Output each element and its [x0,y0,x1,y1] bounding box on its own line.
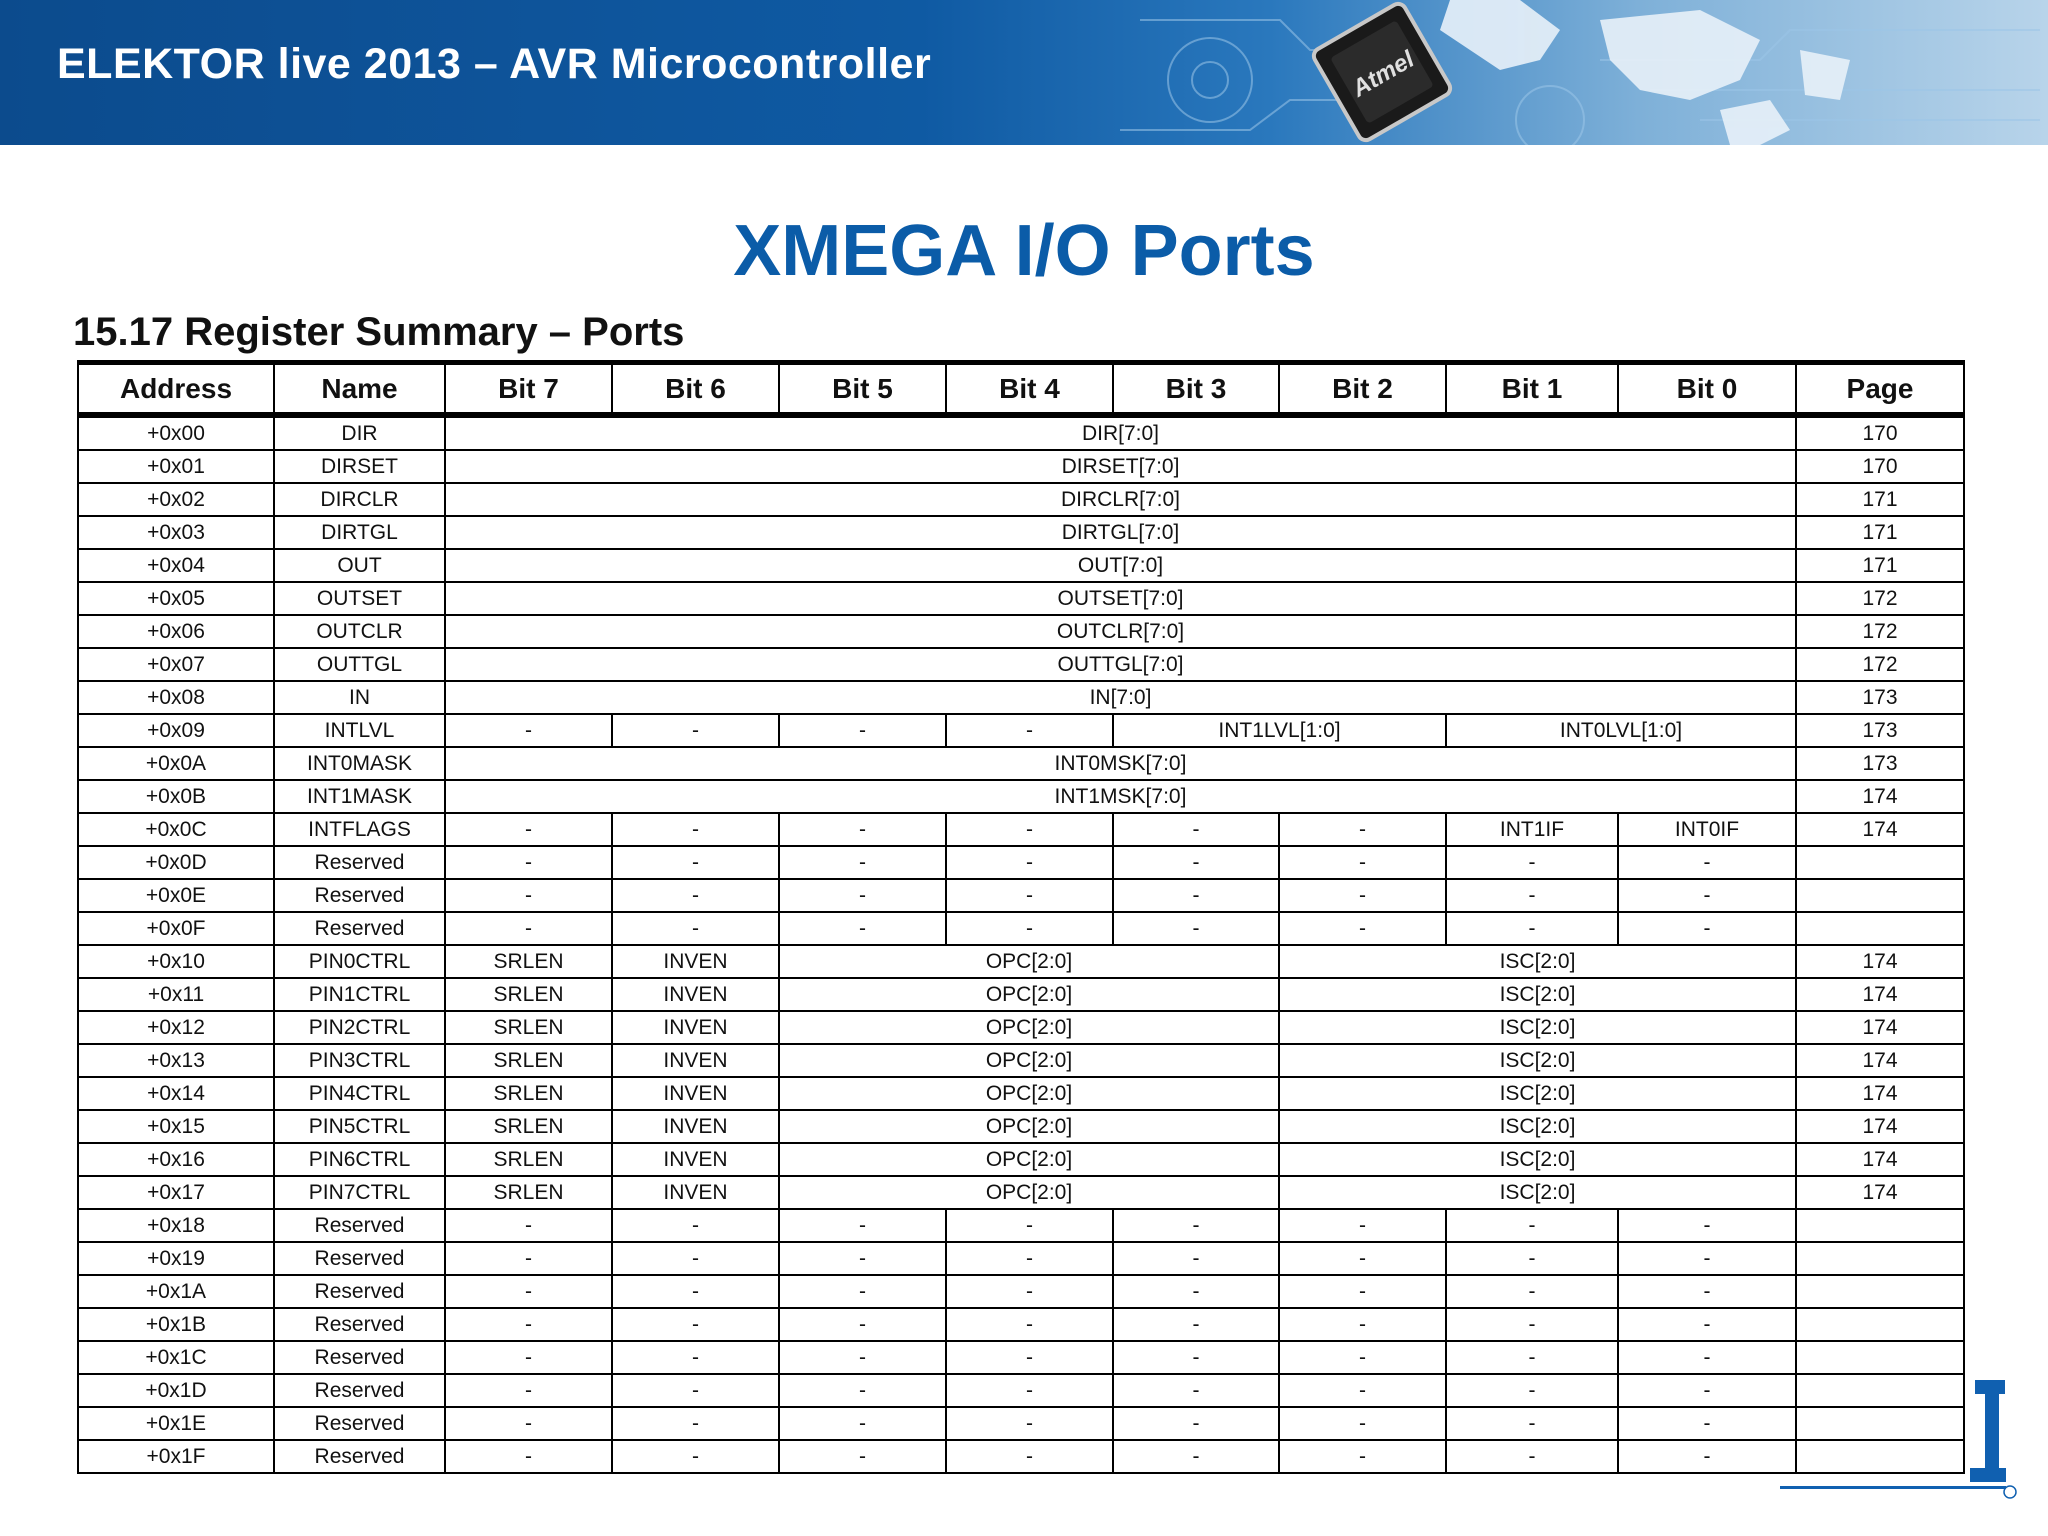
bit-field-cell: INT1LVL[1:0] [1113,714,1446,747]
bit-field-cell: - [779,879,946,912]
bit-field-cell: - [946,1308,1113,1341]
column-header: Bit 5 [779,363,946,416]
bit-field-cell: - [1279,912,1446,945]
register-name-cell: PIN5CTRL [274,1110,445,1143]
address-cell: +0x08 [78,681,274,714]
bit-field-cell: - [1446,1275,1618,1308]
register-name-cell: Reserved [274,1209,445,1242]
bit-field-cell: INVEN [612,978,779,1011]
register-name-cell: PIN2CTRL [274,1011,445,1044]
register-name-cell: DIR [274,415,445,450]
bit-field-cell: - [1279,1308,1446,1341]
address-cell: +0x03 [78,516,274,549]
bit-field-cell: OPC[2:0] [779,1044,1279,1077]
table-row [78,1011,1964,1044]
table-row [78,912,1964,945]
bit-field-cell: - [1113,912,1279,945]
bit-field-cell: DIRCLR[7:0] [445,483,1796,516]
bit-field-cell: - [1113,846,1279,879]
register-name-cell: Reserved [274,1308,445,1341]
column-header: Page [1796,363,1964,416]
address-cell: +0x02 [78,483,274,516]
bit-field-cell: - [1279,1407,1446,1440]
page-cell: 170 [1796,415,1964,450]
table-row [78,1110,1964,1143]
address-cell: +0x17 [78,1176,274,1209]
address-cell: +0x0C [78,813,274,846]
column-header: Bit 4 [946,363,1113,416]
table-row [78,1242,1964,1275]
table-row [78,1176,1964,1209]
bit-field-cell: - [779,912,946,945]
address-cell: +0x07 [78,648,274,681]
register-name-cell: INTLVL [274,714,445,747]
bit-field-cell: - [946,1341,1113,1374]
chip-logo-text: Atmel [1347,45,1419,103]
bit-field-cell: - [445,846,612,879]
bit-field-cell: - [445,1209,612,1242]
table-row [78,978,1964,1011]
bit-field-cell: - [1279,846,1446,879]
table-row [78,1143,1964,1176]
register-name-cell: INT0MASK [274,747,445,780]
bit-field-cell: - [1279,879,1446,912]
register-name-cell: PIN6CTRL [274,1143,445,1176]
table-row [78,1407,1964,1440]
bit-field-cell: - [946,879,1113,912]
bit-field-cell: INVEN [612,1110,779,1143]
bit-field-cell: OPC[2:0] [779,1077,1279,1110]
table-row [78,615,1964,648]
bit-field-cell: ISC[2:0] [1279,1176,1796,1209]
bit-field-cell: - [1446,879,1618,912]
bit-field-cell: DIRTGL[7:0] [445,516,1796,549]
page-cell [1796,1341,1964,1374]
bit-field-cell: - [779,1407,946,1440]
bit-field-cell: OPC[2:0] [779,1011,1279,1044]
register-name-cell: Reserved [274,1275,445,1308]
column-header: Bit 7 [445,363,612,416]
bit-field-cell: INT1IF [1446,813,1618,846]
table-row [78,516,1964,549]
bit-field-cell: - [1113,879,1279,912]
bit-field-cell: - [612,1341,779,1374]
bit-field-cell: INVEN [612,945,779,978]
bit-field-cell: - [1279,813,1446,846]
header-title: ELEKTOR live 2013 – AVR Microcontroller [57,40,932,88]
bit-field-cell: - [612,912,779,945]
column-header: Bit 2 [1279,363,1446,416]
bit-field-cell: OPC[2:0] [779,945,1279,978]
bit-field-cell: INVEN [612,1077,779,1110]
page-cell: 174 [1796,1143,1964,1176]
register-name-cell: DIRCLR [274,483,445,516]
bit-field-cell: - [1618,1407,1796,1440]
page-cell: 174 [1796,813,1964,846]
bit-field-cell: INT0LVL[1:0] [1446,714,1796,747]
page-cell [1796,846,1964,879]
bit-field-cell: - [779,1275,946,1308]
table-row [78,1341,1964,1374]
table-row [78,1209,1964,1242]
bit-field-cell: - [1618,1209,1796,1242]
register-name-cell: INT1MASK [274,780,445,813]
register-name-cell: PIN3CTRL [274,1044,445,1077]
bit-field-cell: SRLEN [445,978,612,1011]
table-row [78,813,1964,846]
page-cell: 171 [1796,549,1964,582]
bit-field-cell: OUT[7:0] [445,549,1796,582]
register-name-cell: DIRTGL [274,516,445,549]
address-cell: +0x11 [78,978,274,1011]
page-cell: 174 [1796,1011,1964,1044]
register-name-cell: Reserved [274,1242,445,1275]
page-cell: 174 [1796,978,1964,1011]
bit-field-cell: OPC[2:0] [779,1143,1279,1176]
bit-field-cell: - [779,846,946,879]
bit-field-cell: - [946,1242,1113,1275]
bit-field-cell: ISC[2:0] [1279,1077,1796,1110]
page-cell [1796,1308,1964,1341]
address-cell: +0x12 [78,1011,274,1044]
elektor-logo-icon [1780,1380,2020,1500]
bit-field-cell: OUTTGL[7:0] [445,648,1796,681]
bit-field-cell: - [946,1407,1113,1440]
bit-field-cell: - [612,1275,779,1308]
bit-field-cell: - [445,1374,612,1407]
bit-field-cell: - [445,813,612,846]
table-body [78,415,1964,1473]
column-header: Bit 1 [1446,363,1618,416]
bit-field-cell: - [612,1209,779,1242]
register-summary-table [77,360,1965,1474]
bit-field-cell: - [1618,1341,1796,1374]
circuit-decoration [1120,20,2040,145]
table-row [78,1044,1964,1077]
bit-field-cell: INVEN [612,1176,779,1209]
address-cell: +0x19 [78,1242,274,1275]
bit-field-cell: - [1113,1308,1279,1341]
page-cell: 174 [1796,780,1964,813]
register-name-cell: OUTTGL [274,648,445,681]
bit-field-cell: - [1446,1209,1618,1242]
bit-field-cell: DIR[7:0] [445,415,1796,450]
address-cell: +0x1A [78,1275,274,1308]
bit-field-cell: - [1446,1242,1618,1275]
bit-field-cell: - [779,1374,946,1407]
table-header-row [78,363,1964,416]
bit-field-cell: - [946,1209,1113,1242]
table-row [78,780,1964,813]
table-row [78,747,1964,780]
register-name-cell: Reserved [274,912,445,945]
page-cell: 172 [1796,648,1964,681]
register-name-cell: IN [274,681,445,714]
bit-field-cell: - [1618,1242,1796,1275]
bit-field-cell: ISC[2:0] [1279,978,1796,1011]
page-cell: 174 [1796,945,1964,978]
page-cell [1796,879,1964,912]
bit-field-cell: - [779,1242,946,1275]
bit-field-cell: INT1MSK[7:0] [445,780,1796,813]
page-cell: 171 [1796,516,1964,549]
address-cell: +0x0E [78,879,274,912]
bit-field-cell: - [612,1308,779,1341]
table-row [78,450,1964,483]
address-cell: +0x00 [78,415,274,450]
bit-field-cell: SRLEN [445,1176,612,1209]
bit-field-cell: - [1446,1407,1618,1440]
bit-field-cell: - [779,1209,946,1242]
bit-field-cell: - [779,1440,946,1473]
bit-field-cell: OUTSET[7:0] [445,582,1796,615]
bit-field-cell: - [1279,1275,1446,1308]
register-name-cell: DIRSET [274,450,445,483]
address-cell: +0x0A [78,747,274,780]
table-row [78,582,1964,615]
bit-field-cell: INT0MSK[7:0] [445,747,1796,780]
bit-field-cell: DIRSET[7:0] [445,450,1796,483]
bit-field-cell: - [445,879,612,912]
page-cell: 174 [1796,1176,1964,1209]
bit-field-cell: - [612,846,779,879]
section-heading: 15.17 Register Summary – Ports [73,310,685,354]
page-cell: 173 [1796,681,1964,714]
bit-field-cell: - [946,813,1113,846]
bit-field-cell: - [1618,912,1796,945]
bit-field-cell: - [445,1440,612,1473]
page-cell [1796,1242,1964,1275]
bit-field-cell: ISC[2:0] [1279,1110,1796,1143]
bit-field-cell: ISC[2:0] [1279,1143,1796,1176]
address-cell: +0x1F [78,1440,274,1473]
bit-field-cell: ISC[2:0] [1279,945,1796,978]
table-row [78,1374,1964,1407]
column-header: Bit 0 [1618,363,1796,416]
bit-field-cell: - [445,714,612,747]
bit-field-cell: - [1113,1242,1279,1275]
bit-field-cell: - [1113,1440,1279,1473]
bit-field-cell: - [779,813,946,846]
bit-field-cell: - [1113,1209,1279,1242]
table-row [78,549,1964,582]
address-cell: +0x10 [78,945,274,978]
bit-field-cell: ISC[2:0] [1279,1044,1796,1077]
page-cell: 171 [1796,483,1964,516]
bit-field-cell: - [946,1374,1113,1407]
register-name-cell: PIN1CTRL [274,978,445,1011]
column-header: Address [78,363,274,416]
column-header: Name [274,363,445,416]
bit-field-cell: - [612,879,779,912]
bit-field-cell: - [1446,1440,1618,1473]
bit-field-cell: - [1618,879,1796,912]
register-name-cell: OUTSET [274,582,445,615]
bit-field-cell: - [1618,1374,1796,1407]
table-row [78,879,1964,912]
register-name-cell: Reserved [274,1440,445,1473]
register-name-cell: Reserved [274,846,445,879]
bit-field-cell: - [445,1242,612,1275]
register-name-cell: Reserved [274,879,445,912]
page-cell [1796,1275,1964,1308]
bit-field-cell: - [946,846,1113,879]
bit-field-cell: - [1446,1308,1618,1341]
bit-field-cell: - [1279,1341,1446,1374]
register-name-cell: Reserved [274,1341,445,1374]
column-header: Bit 3 [1113,363,1279,416]
bit-field-cell: - [779,1341,946,1374]
bit-field-cell: - [779,714,946,747]
address-cell: +0x13 [78,1044,274,1077]
table-row [78,1440,1964,1473]
table-row [78,1275,1964,1308]
bit-field-cell: - [946,714,1113,747]
table-row [78,648,1964,681]
address-cell: +0x14 [78,1077,274,1110]
address-cell: +0x01 [78,450,274,483]
bit-field-cell: - [612,1440,779,1473]
register-name-cell: Reserved [274,1407,445,1440]
bit-field-cell: - [779,1308,946,1341]
globe-decoration [1440,0,1850,145]
address-cell: +0x1B [78,1308,274,1341]
header-banner [0,0,2048,145]
bit-field-cell: INVEN [612,1044,779,1077]
bit-field-cell: - [445,912,612,945]
page-cell: 174 [1796,1044,1964,1077]
address-cell: +0x04 [78,549,274,582]
address-cell: +0x15 [78,1110,274,1143]
register-name-cell: Reserved [274,1374,445,1407]
bit-field-cell: - [1113,813,1279,846]
address-cell: +0x16 [78,1143,274,1176]
address-cell: +0x1D [78,1374,274,1407]
page-cell: 173 [1796,714,1964,747]
bit-field-cell: - [1446,912,1618,945]
table-row [78,846,1964,879]
address-cell: +0x0D [78,846,274,879]
bit-field-cell: - [1279,1440,1446,1473]
bit-field-cell: - [612,1374,779,1407]
page-cell: 170 [1796,450,1964,483]
page-cell: 173 [1796,747,1964,780]
chip-icon [1311,1,1453,143]
bit-field-cell: - [946,912,1113,945]
register-name-cell: INTFLAGS [274,813,445,846]
bit-field-cell: - [1113,1407,1279,1440]
register-name-cell: OUT [274,549,445,582]
bit-field-cell: SRLEN [445,1077,612,1110]
address-cell: +0x05 [78,582,274,615]
table-row [78,681,1964,714]
bit-field-cell: - [1113,1374,1279,1407]
page-cell: 172 [1796,582,1964,615]
bit-field-cell: INVEN [612,1011,779,1044]
bit-field-cell: OPC[2:0] [779,1176,1279,1209]
bit-field-cell: INT0IF [1618,813,1796,846]
bit-field-cell: SRLEN [445,1011,612,1044]
table-row [78,1077,1964,1110]
address-cell: +0x18 [78,1209,274,1242]
address-cell: +0x1E [78,1407,274,1440]
slide-title: XMEGA I/O Ports [733,211,1315,291]
page-cell [1796,1209,1964,1242]
bit-field-cell: - [946,1275,1113,1308]
bit-field-cell: - [612,1242,779,1275]
address-cell: +0x1C [78,1341,274,1374]
bit-field-cell: - [445,1407,612,1440]
address-cell: +0x06 [78,615,274,648]
bit-field-cell: - [1618,1440,1796,1473]
column-header: Bit 6 [612,363,779,416]
bit-field-cell: - [445,1275,612,1308]
bit-field-cell: IN[7:0] [445,681,1796,714]
bit-field-cell: - [1618,1308,1796,1341]
page-cell [1796,912,1964,945]
address-cell: +0x0B [78,780,274,813]
bit-field-cell: - [1113,1341,1279,1374]
bit-field-cell: OUTCLR[7:0] [445,615,1796,648]
table-row [78,714,1964,747]
bit-field-cell: SRLEN [445,1110,612,1143]
bit-field-cell: SRLEN [445,1143,612,1176]
address-cell: +0x0F [78,912,274,945]
bit-field-cell: SRLEN [445,945,612,978]
bit-field-cell: - [1618,1275,1796,1308]
bit-field-cell: - [1279,1242,1446,1275]
bit-field-cell: - [1446,846,1618,879]
bit-field-cell: OPC[2:0] [779,978,1279,1011]
bit-field-cell: ISC[2:0] [1279,1011,1796,1044]
table-row [78,945,1964,978]
page-cell: 174 [1796,1110,1964,1143]
bit-field-cell: - [1279,1374,1446,1407]
register-name-cell: PIN0CTRL [274,945,445,978]
bit-field-cell: SRLEN [445,1044,612,1077]
table-row [78,415,1964,450]
bit-field-cell: - [1446,1374,1618,1407]
register-name-cell: OUTCLR [274,615,445,648]
page-cell: 172 [1796,615,1964,648]
bit-field-cell: - [946,1440,1113,1473]
register-name-cell: PIN4CTRL [274,1077,445,1110]
bit-field-cell: - [445,1341,612,1374]
bit-field-cell: - [612,813,779,846]
table-row [78,1308,1964,1341]
table-row [78,483,1964,516]
bit-field-cell: - [1279,1209,1446,1242]
bit-field-cell: - [445,1308,612,1341]
bit-field-cell: - [1113,1275,1279,1308]
bit-field-cell: OPC[2:0] [779,1110,1279,1143]
bit-field-cell: - [1446,1341,1618,1374]
address-cell: +0x09 [78,714,274,747]
bit-field-cell: INVEN [612,1143,779,1176]
page-cell: 174 [1796,1077,1964,1110]
register-name-cell: PIN7CTRL [274,1176,445,1209]
bit-field-cell: - [1618,846,1796,879]
bit-field-cell: - [612,1407,779,1440]
bit-field-cell: - [612,714,779,747]
